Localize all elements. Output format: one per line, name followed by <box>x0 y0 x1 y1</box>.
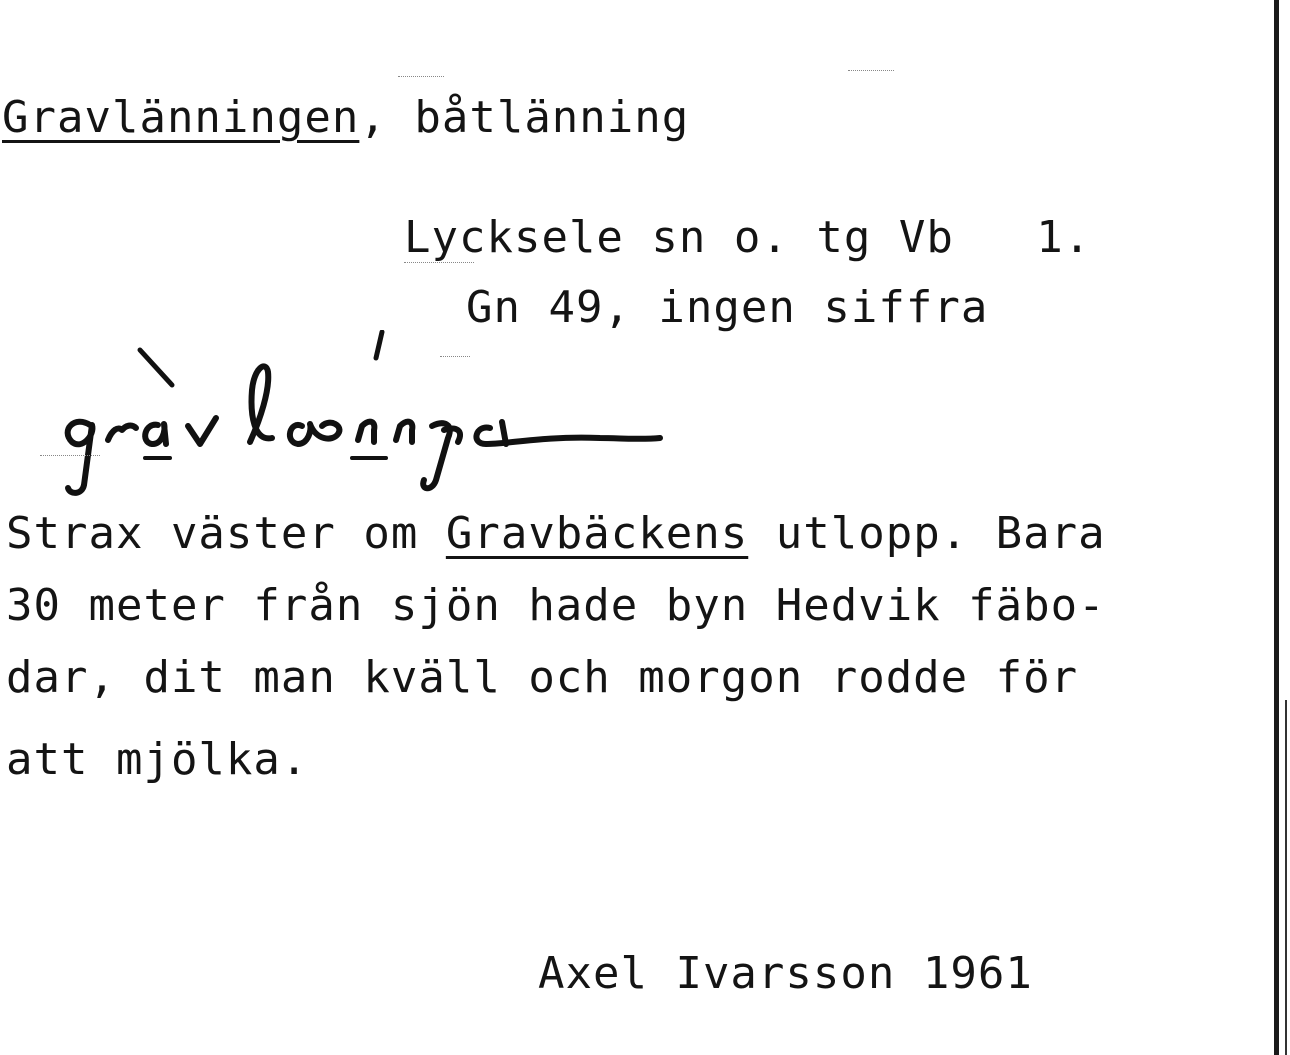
signature: Axel Ivarsson 1961 <box>538 948 1033 999</box>
handwriting-drawing <box>40 330 680 510</box>
card-edge-rule-thin <box>1285 700 1287 1055</box>
place-line: Lycksele sn o. tg Vb 1. <box>404 212 1092 263</box>
description-line-1-end: utlopp. Bara <box>748 508 1106 559</box>
scan-speck <box>848 70 894 72</box>
card-edge-rule <box>1274 0 1279 1055</box>
headword: Gravlänningen <box>2 92 360 143</box>
headword-variant: , båtlänning <box>359 92 690 143</box>
scan-speck <box>40 455 100 457</box>
description-line-4: att mjölka. <box>6 734 309 785</box>
scan-speck <box>404 262 474 264</box>
description-line-2: 30 meter från sjön hade byn Hedvik fäbo- <box>6 580 1106 631</box>
scan-speck <box>440 356 470 358</box>
description-line-1-start: Strax väster om <box>6 508 446 559</box>
headword-line <box>2 92 690 143</box>
reference-line: Gn 49, ingen siffra <box>466 282 989 333</box>
scan-speck <box>398 76 444 78</box>
handwritten-pronunciation <box>40 330 680 510</box>
description-line-3: dar, dit man kväll och morgon rodde för <box>6 652 1079 703</box>
description-line-1 <box>6 508 1106 559</box>
place-reference: Gravbäckens <box>445 508 749 559</box>
